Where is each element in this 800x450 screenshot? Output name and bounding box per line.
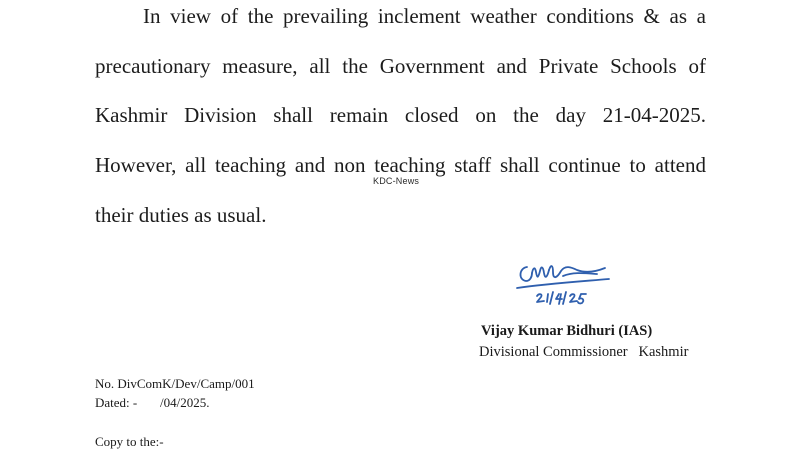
order-paragraph-line: precautionary measure, all the Government and Private Schools of — [95, 54, 706, 78]
order-paragraph-line: Kashmir Division shall remain closed on the day 21-04-2025. — [95, 103, 706, 127]
copy-to-heading: Copy to the:- — [95, 434, 164, 449]
order-paragraph-line: In view of the prevailing inclement weather conditions & as a — [143, 4, 706, 28]
signature-image — [513, 258, 613, 308]
order-paragraph-line: However, all teaching and non teaching staff shall continue to attend — [95, 153, 706, 177]
watermark-label: KDC-News — [373, 176, 420, 186]
signatory-designation: Divisional Commissioner Kashmir — [479, 344, 689, 360]
reference-number: No. DivComK/Dev/Camp/001 — [95, 376, 255, 391]
signature-date-text: 21/4/25 — [513, 258, 517, 259]
order-paragraph-line: their duties as usual. — [95, 203, 267, 227]
reference-date: Dated: - /04/2025. — [95, 395, 210, 410]
signatory-name: Vijay Kumar Bidhuri (IAS) — [481, 323, 653, 339]
